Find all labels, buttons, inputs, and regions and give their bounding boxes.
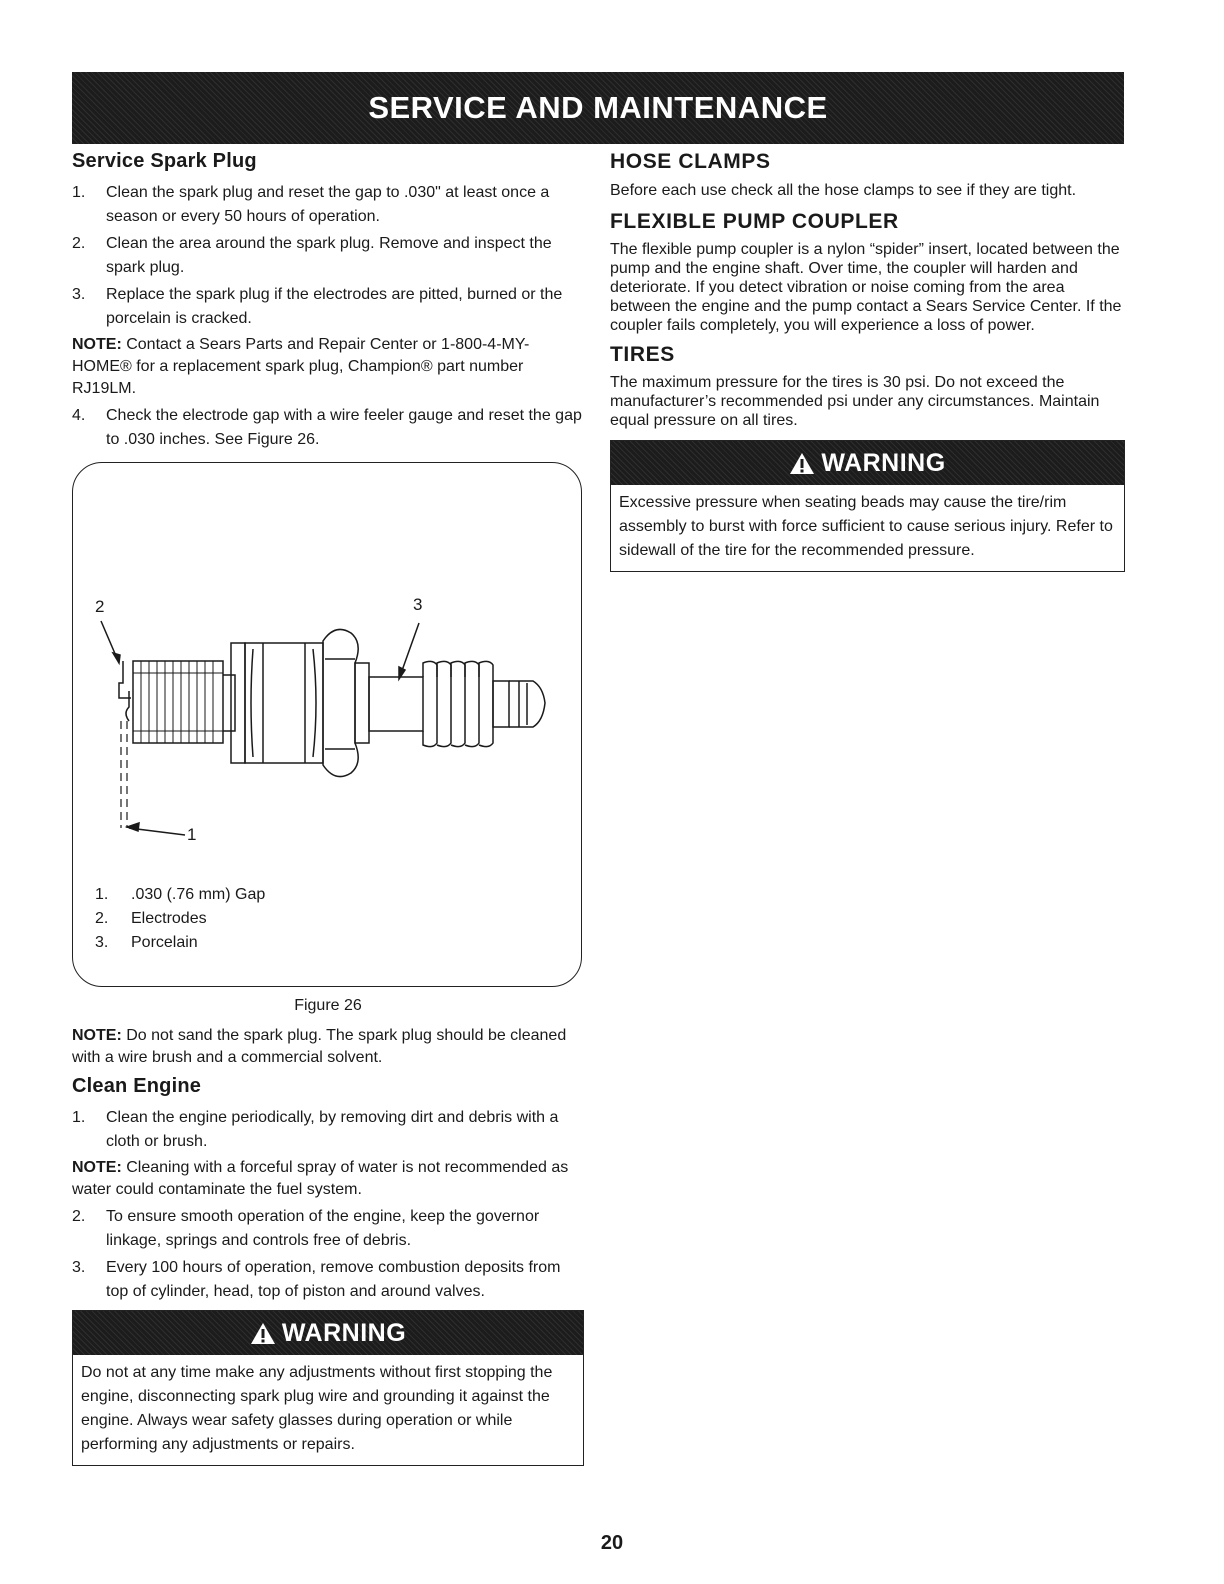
list-item: [72, 1256, 584, 1304]
warning-box-adjustments: [72, 1310, 584, 1466]
step-number: 2.: [72, 1208, 86, 1225]
callout-2: 2: [95, 597, 105, 616]
legend-number: 2.: [95, 910, 109, 927]
legend-number: 1.: [95, 886, 109, 903]
legend-item: [95, 931, 265, 955]
warning-title: WARNING: [281, 1318, 407, 1347]
list-item: [72, 1106, 584, 1154]
note-label: NOTE:: [72, 336, 122, 353]
page-title: SERVICE AND MAINTENANCE: [368, 90, 828, 125]
step-number: 4.: [72, 407, 86, 424]
spark-plug-note: [72, 334, 584, 400]
legend-number: 3.: [95, 934, 109, 951]
legend-text: Electrodes: [131, 910, 207, 927]
left-column: [72, 150, 584, 1466]
figure-legend: [95, 883, 265, 955]
figure-caption: Figure 26: [294, 997, 362, 1014]
list-item: [72, 404, 584, 452]
list-item: [72, 1205, 584, 1253]
step-number: 2.: [72, 235, 86, 252]
tires-text: The maximum pressure for the tires is 30 psi. Do not exceed the manufacturer’s recommended psi under any circumstances. Maintain equal pressure on all tires.: [610, 374, 1100, 429]
note-text: Cleaning with a forceful spray of water is not recommended as water could contaminate the fuel system.: [72, 1159, 569, 1198]
sanding-note: [72, 1025, 584, 1069]
legend-item: [95, 883, 265, 907]
warning-box-tire-pressure: [610, 440, 1125, 572]
figure-26-frame: [72, 462, 582, 987]
legend-item: [95, 907, 265, 931]
clean-engine-steps-a: [72, 1106, 584, 1154]
section-heading-flexible-pump-coupler: FLEXIBLE PUMP COUPLER: [610, 210, 899, 233]
hose-clamps-text: Before each use check all the hose clamps to see if they are tight.: [610, 182, 1077, 199]
right-column: [610, 150, 1125, 572]
warning-triangle-icon: [250, 1322, 276, 1345]
warning-text: Do not at any time make any adjustments without first stopping the engine, disconnecting spark plug wire and grounding it against the engine. Always wear safety glasses during operation or while performing any adjustments or repairs.: [81, 1364, 553, 1453]
warning-triangle-icon: [789, 452, 815, 475]
section-heading-tires: TIRES: [610, 343, 675, 366]
step-text: Every 100 hours of operation, remove combustion deposits from top of cylinder, head, top of piston and around valves.: [106, 1259, 561, 1300]
step-number: 1.: [72, 184, 86, 201]
list-item: [72, 181, 584, 229]
note-text: Contact a Sears Parts and Repair Center or 1-800-4-MY-HOME® for a replacement spark plug, Champion® part number RJ19LM.: [72, 336, 530, 397]
warning-header: [73, 1311, 583, 1355]
note-text: Do not sand the spark plug. The spark plug should be cleaned with a wire brush and a commercial solvent.: [72, 1027, 567, 1066]
clean-engine-note: [72, 1157, 584, 1201]
page-header-banner: [72, 72, 1124, 144]
clean-engine-steps-b: [72, 1205, 584, 1304]
legend-text: .030 (.76 mm) Gap: [131, 886, 266, 903]
callout-1: 1: [187, 825, 197, 844]
step-text: Clean the area around the spark plug. Remove and inspect the spark plug.: [106, 235, 552, 276]
section-heading-spark-plug: Service Spark Plug: [72, 150, 257, 172]
warning-text: Excessive pressure when seating beads may cause the tire/rim assembly to burst with force sufficient to cause serious injury. Refer to sidewall of the tire for the recommended pressure.: [619, 494, 1113, 559]
step-text: Clean the spark plug and reset the gap to .030" at least once a season or every 50 hours of operation.: [106, 184, 550, 225]
legend-text: Porcelain: [131, 934, 198, 951]
coupler-text: The flexible pump coupler is a nylon “spider” insert, located between the pump and the engine shaft. Over time, the coupler will harden and deteriorate. If you detect vibration or noise coming from the area between the engine and the pump contact a Sears Service Center. If the coupler fails completely, you will experience a loss of power.: [610, 241, 1122, 334]
step-number: 3.: [72, 1259, 86, 1276]
list-item: [72, 232, 584, 280]
list-item: [72, 283, 584, 331]
step-number: 3.: [72, 286, 86, 303]
note-label: NOTE:: [72, 1159, 122, 1176]
step-text: To ensure smooth operation of the engine, keep the governor linkage, springs and controls free of debris.: [106, 1208, 540, 1249]
page-number: 20: [600, 1532, 624, 1554]
step-number: 1.: [72, 1109, 86, 1126]
warning-title: WARNING: [821, 448, 946, 477]
note-label: NOTE:: [72, 1027, 122, 1044]
step-text: Check the electrode gap with a wire feeler gauge and reset the gap to .030 inches. See Figure 26.: [106, 407, 582, 448]
step-text: Replace the spark plug if the electrodes are pitted, burned or the porcelain is cracked.: [106, 286, 563, 327]
step-text: Clean the engine periodically, by removing dirt and debris with a cloth or brush.: [106, 1109, 559, 1150]
section-heading-clean-engine: Clean Engine: [72, 1075, 202, 1097]
spark-plug-steps-b: [72, 404, 584, 452]
callout-3: 3: [413, 595, 423, 614]
warning-header: [611, 441, 1124, 485]
spark-plug-steps-a: [72, 181, 584, 331]
section-heading-hose-clamps: HOSE CLAMPS: [610, 150, 771, 173]
